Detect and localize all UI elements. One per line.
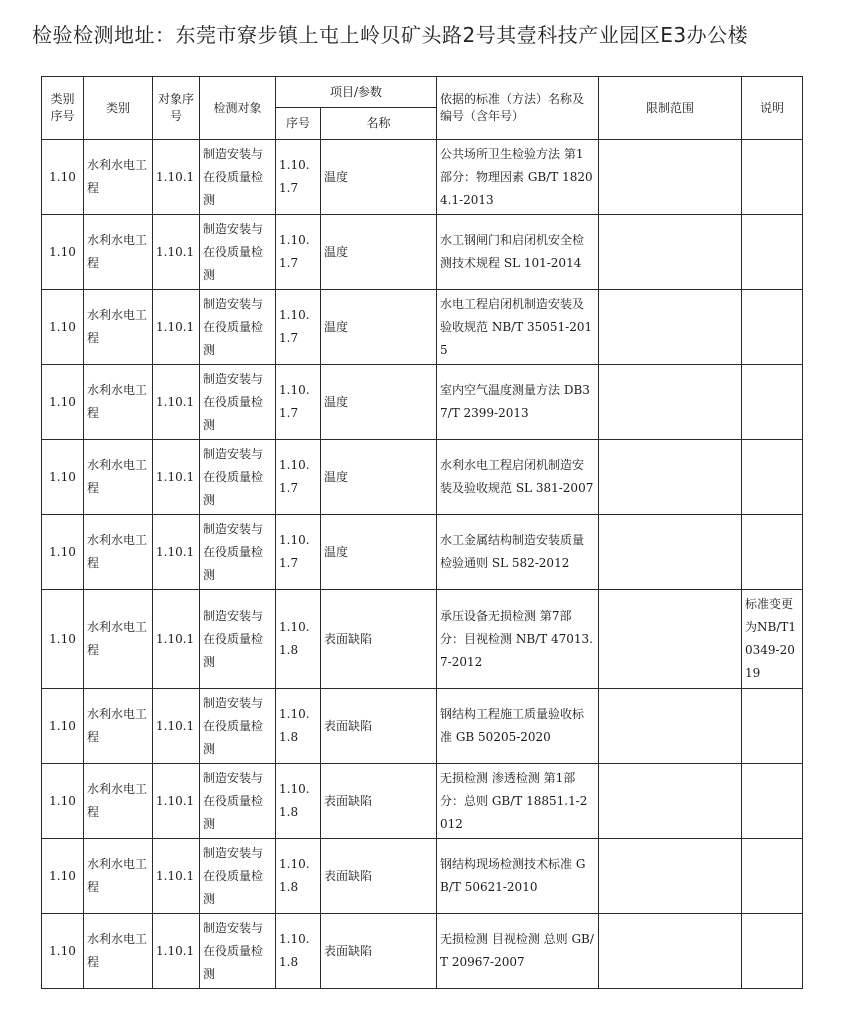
- object-cell: 制造安装与在役质量检测: [200, 764, 276, 839]
- header-category: 类别: [84, 77, 153, 140]
- limit-cell: [599, 440, 742, 515]
- table-row: [42, 365, 803, 440]
- limit-cell: [599, 689, 742, 764]
- standard-cell: 公共场所卫生检验方法 第1部分：物理因素 GB/T 18204.1-2013: [437, 140, 599, 215]
- header-category-seq: 类别序号: [42, 77, 84, 140]
- category-seq-cell: 1.10: [42, 839, 84, 914]
- category-cell: 水利水电工程: [84, 290, 153, 365]
- category-seq-cell: 1.10: [42, 914, 84, 989]
- category-cell: 水利水电工程: [84, 914, 153, 989]
- category-cell: 水利水电工程: [84, 839, 153, 914]
- category-cell: 水利水电工程: [84, 689, 153, 764]
- table-row: [42, 140, 803, 215]
- note-cell: [742, 365, 803, 440]
- category-cell: 水利水电工程: [84, 590, 153, 689]
- note-cell: [742, 290, 803, 365]
- object-cell: 制造安装与在役质量检测: [200, 365, 276, 440]
- category-seq-cell: 1.10: [42, 764, 84, 839]
- category-seq-cell: 1.10: [42, 515, 84, 590]
- standard-cell: 水利水电工程启闭机制造安装及验收规范 SL 381-2007: [437, 440, 599, 515]
- item-seq-cell: 1.10.1.8: [276, 689, 321, 764]
- category-seq-cell: 1.10: [42, 440, 84, 515]
- item-seq-cell: 1.10.1.8: [276, 839, 321, 914]
- object-seq-cell: 1.10.1: [153, 764, 200, 839]
- header-limit: 限制范围: [599, 77, 742, 140]
- category-seq-cell: 1.10: [42, 140, 84, 215]
- item-seq-cell: 1.10.1.8: [276, 914, 321, 989]
- object-seq-cell: 1.10.1: [153, 590, 200, 689]
- category-seq-cell: 1.10: [42, 590, 84, 689]
- standard-cell: 室内空气温度测量方法 DB37/T 2399-2013: [437, 365, 599, 440]
- table-row: [42, 914, 803, 989]
- item-seq-cell: 1.10.1.7: [276, 215, 321, 290]
- object-seq-cell: 1.10.1: [153, 689, 200, 764]
- table-row: [42, 515, 803, 590]
- note-cell: [742, 839, 803, 914]
- item-seq-cell: 1.10.1.7: [276, 515, 321, 590]
- note-cell: [742, 515, 803, 590]
- header-object-seq: 对象序号: [153, 77, 200, 140]
- testing-address: 检验检测地址：东莞市寮步镇上屯上岭贝矿头路2号其壹科技产业园区E3办公楼: [32, 23, 749, 47]
- note-cell: [742, 914, 803, 989]
- item-name-cell: 温度: [321, 140, 437, 215]
- note-cell: [742, 764, 803, 839]
- standard-cell: 无损检测 目视检测 总则 GB/T 20967-2007: [437, 914, 599, 989]
- object-cell: 制造安装与在役质量检测: [200, 689, 276, 764]
- item-seq-cell: 1.10.1.7: [276, 140, 321, 215]
- standard-cell: 水电工程启闭机制造安装及验收规范 NB/T 35051-2015: [437, 290, 599, 365]
- item-name-cell: 温度: [321, 515, 437, 590]
- item-name-cell: 表面缺陷: [321, 689, 437, 764]
- item-name-cell: 表面缺陷: [321, 914, 437, 989]
- object-seq-cell: 1.10.1: [153, 914, 200, 989]
- header-item-name: 名称: [321, 108, 437, 140]
- item-seq-cell: 1.10.1.7: [276, 365, 321, 440]
- object-seq-cell: 1.10.1: [153, 839, 200, 914]
- note-cell: [742, 689, 803, 764]
- table-row: [42, 839, 803, 914]
- table-row: [42, 689, 803, 764]
- object-cell: 制造安装与在役质量检测: [200, 140, 276, 215]
- limit-cell: [599, 839, 742, 914]
- table-row: [42, 215, 803, 290]
- limit-cell: [599, 590, 742, 689]
- item-seq-cell: 1.10.1.8: [276, 590, 321, 689]
- header-item-group: 项目/参数: [276, 77, 437, 108]
- object-cell: 制造安装与在役质量检测: [200, 914, 276, 989]
- table-row: [42, 764, 803, 839]
- limit-cell: [599, 215, 742, 290]
- category-cell: 水利水电工程: [84, 140, 153, 215]
- item-name-cell: 温度: [321, 215, 437, 290]
- item-seq-cell: 1.10.1.7: [276, 440, 321, 515]
- item-name-cell: 表面缺陷: [321, 839, 437, 914]
- table-row: [42, 290, 803, 365]
- object-cell: 制造安装与在役质量检测: [200, 290, 276, 365]
- standard-cell: 承压设备无损检测 第7部分：目视检测 NB/T 47013.7-2012: [437, 590, 599, 689]
- note-cell: [742, 140, 803, 215]
- category-cell: 水利水电工程: [84, 365, 153, 440]
- object-seq-cell: 1.10.1: [153, 365, 200, 440]
- category-cell: 水利水电工程: [84, 215, 153, 290]
- limit-cell: [599, 140, 742, 215]
- object-seq-cell: 1.10.1: [153, 515, 200, 590]
- header-item-seq: 序号: [276, 108, 321, 140]
- note-cell: [742, 440, 803, 515]
- category-seq-cell: 1.10: [42, 215, 84, 290]
- item-name-cell: 温度: [321, 365, 437, 440]
- item-seq-cell: 1.10.1.8: [276, 764, 321, 839]
- category-cell: 水利水电工程: [84, 440, 153, 515]
- item-name-cell: 温度: [321, 290, 437, 365]
- header-object: 检测对象: [200, 77, 276, 140]
- header-note: 说明: [742, 77, 803, 140]
- object-cell: 制造安装与在役质量检测: [200, 215, 276, 290]
- limit-cell: [599, 290, 742, 365]
- item-name-cell: 表面缺陷: [321, 590, 437, 689]
- standard-cell: 钢结构现场检测技术标准 GB/T 50621-2010: [437, 839, 599, 914]
- standard-cell: 水工金属结构制造安装质量检验通则 SL 582-2012: [437, 515, 599, 590]
- standard-cell: 无损检测 渗透检测 第1部分：总则 GB/T 18851.1-2012: [437, 764, 599, 839]
- item-name-cell: 表面缺陷: [321, 764, 437, 839]
- object-cell: 制造安装与在役质量检测: [200, 440, 276, 515]
- table-row: [42, 590, 803, 689]
- standard-cell: 水工钢闸门和启闭机安全检测技术规程 SL 101-2014: [437, 215, 599, 290]
- scope-table: [41, 76, 803, 989]
- item-seq-cell: 1.10.1.7: [276, 290, 321, 365]
- table-row: [42, 440, 803, 515]
- limit-cell: [599, 515, 742, 590]
- object-seq-cell: 1.10.1: [153, 215, 200, 290]
- header-standard: 依据的标准（方法）名称及编号（含年号）: [437, 77, 599, 140]
- limit-cell: [599, 365, 742, 440]
- object-cell: 制造安装与在役质量检测: [200, 515, 276, 590]
- category-seq-cell: 1.10: [42, 689, 84, 764]
- limit-cell: [599, 764, 742, 839]
- category-seq-cell: 1.10: [42, 365, 84, 440]
- object-seq-cell: 1.10.1: [153, 140, 200, 215]
- category-cell: 水利水电工程: [84, 515, 153, 590]
- item-name-cell: 温度: [321, 440, 437, 515]
- limit-cell: [599, 914, 742, 989]
- object-seq-cell: 1.10.1: [153, 290, 200, 365]
- object-cell: 制造安装与在役质量检测: [200, 590, 276, 689]
- object-seq-cell: 1.10.1: [153, 440, 200, 515]
- note-cell: [742, 215, 803, 290]
- object-cell: 制造安装与在役质量检测: [200, 839, 276, 914]
- category-cell: 水利水电工程: [84, 764, 153, 839]
- note-cell: 标准变更为NB/T10349-2019: [742, 590, 803, 689]
- standard-cell: 钢结构工程施工质量验收标准 GB 50205-2020: [437, 689, 599, 764]
- category-seq-cell: 1.10: [42, 290, 84, 365]
